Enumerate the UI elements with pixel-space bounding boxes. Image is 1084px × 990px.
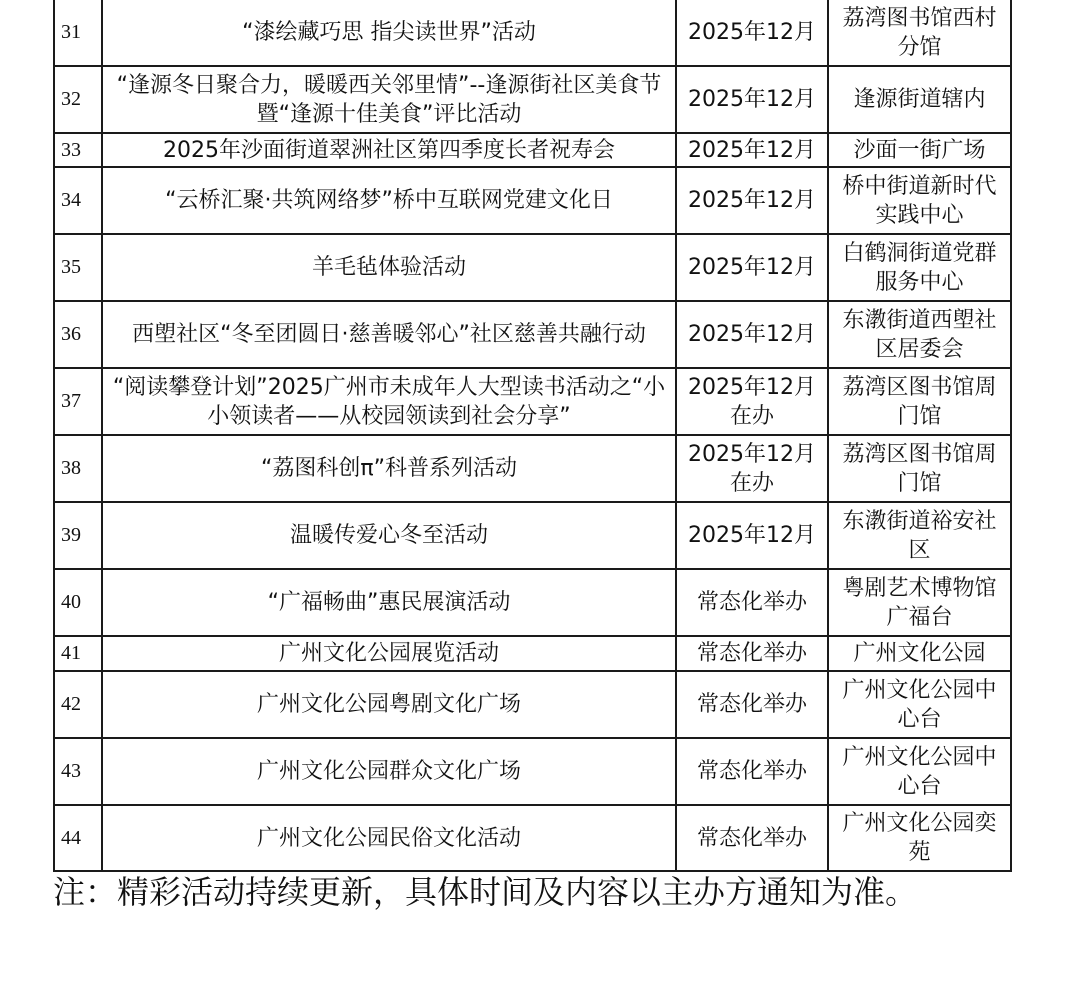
table-row [54,0,1011,66]
activity-name: 广州文化公园民俗文化活动 [102,805,676,871]
row-number: 37 [54,368,102,435]
activity-date: 2025年12月 [676,301,828,368]
activity-date: 2025年12月 [676,133,828,167]
row-number: 32 [54,66,102,133]
row-number: 42 [54,671,102,738]
row-number: 36 [54,301,102,368]
activity-name: 广州文化公园展览活动 [102,636,676,671]
row-number: 31 [54,0,102,66]
activity-date: 常态化举办 [676,671,828,738]
table-row [54,671,1011,738]
activity-date: 常态化举办 [676,805,828,871]
activity-venue: 广州文化公园 [828,636,1011,671]
activity-name: 西塱社区“冬至团圆日·慈善暖邻心”社区慈善共融行动 [102,301,676,368]
table-row [54,301,1011,368]
table-row [54,66,1011,133]
activity-name: 羊毛毡体验活动 [102,234,676,301]
row-number: 34 [54,167,102,234]
activity-venue: 广州文化公园中心台 [828,671,1011,738]
activity-name: “云桥汇聚·共筑网络梦”桥中互联网党建文化日 [102,167,676,234]
activity-name: 广州文化公园粤剧文化广场 [102,671,676,738]
row-number: 44 [54,805,102,871]
activity-name: “逢源冬日聚合力，暖暖西关邻里情”--逢源街社区美食节暨“逢源十佳美食”评比活动 [102,66,676,133]
activity-date: 常态化举办 [676,569,828,636]
table-row [54,569,1011,636]
table-row [54,805,1011,871]
activity-venue: 桥中街道新时代实践中心 [828,167,1011,234]
table-row [54,435,1011,502]
activity-venue: 东漖街道裕安社区 [828,502,1011,569]
activity-name: “广福畅曲”惠民展演活动 [102,569,676,636]
activity-venue: 荔湾区图书馆周门馆 [828,368,1011,435]
activity-date: 2025年12月 [676,167,828,234]
activity-venue: 东漖街道西塱社区居委会 [828,301,1011,368]
activity-venue: 粤剧艺术博物馆 广福台 [828,569,1011,636]
table-row [54,167,1011,234]
activity-date: 常态化举办 [676,636,828,671]
activity-name: 2025年沙面街道翠洲社区第四季度长者祝寿会 [102,133,676,167]
row-number: 39 [54,502,102,569]
table-row [54,234,1011,301]
row-number: 33 [54,133,102,167]
activity-date: 2025年12月在办 [676,368,828,435]
activity-date: 2025年12月在办 [676,435,828,502]
activity-venue: 沙面一街广场 [828,133,1011,167]
activity-date: 2025年12月 [676,502,828,569]
activity-venue: 广州文化公园中心台 [828,738,1011,805]
activity-venue: 白鹤洞街道党群服务中心 [828,234,1011,301]
activity-name: “漆绘藏巧思 指尖读世界”活动 [102,0,676,66]
activity-date: 常态化举办 [676,738,828,805]
row-number: 43 [54,738,102,805]
row-number: 41 [54,636,102,671]
activity-date: 2025年12月 [676,0,828,66]
table-row [54,502,1011,569]
activity-venue: 广州文化公园奕苑 [828,805,1011,871]
activity-name: “阅读攀登计划”2025广州市未成年人大型读书活动之“小小领读者——从校园领读到社会分享” [102,368,676,435]
activity-venue: 荔湾区图书馆周门馆 [828,435,1011,502]
footnote: 注：精彩活动持续更新，具体时间及内容以主办方通知为准。 [53,873,918,911]
activity-venue: 荔湾图书馆西村分馆 [828,0,1011,66]
activity-venue: 逢源街道辖内 [828,66,1011,133]
table-row [54,636,1011,671]
table-row [54,368,1011,435]
activity-date: 2025年12月 [676,66,828,133]
table-row [54,133,1011,167]
activity-name: 温暖传爱心冬至活动 [102,502,676,569]
row-number: 35 [54,234,102,301]
activity-name: “荔图科创π”科普系列活动 [102,435,676,502]
row-number: 40 [54,569,102,636]
row-number: 38 [54,435,102,502]
table-row [54,738,1011,805]
activity-schedule-table [53,0,1010,872]
activity-name: 广州文化公园群众文化广场 [102,738,676,805]
activity-date: 2025年12月 [676,234,828,301]
